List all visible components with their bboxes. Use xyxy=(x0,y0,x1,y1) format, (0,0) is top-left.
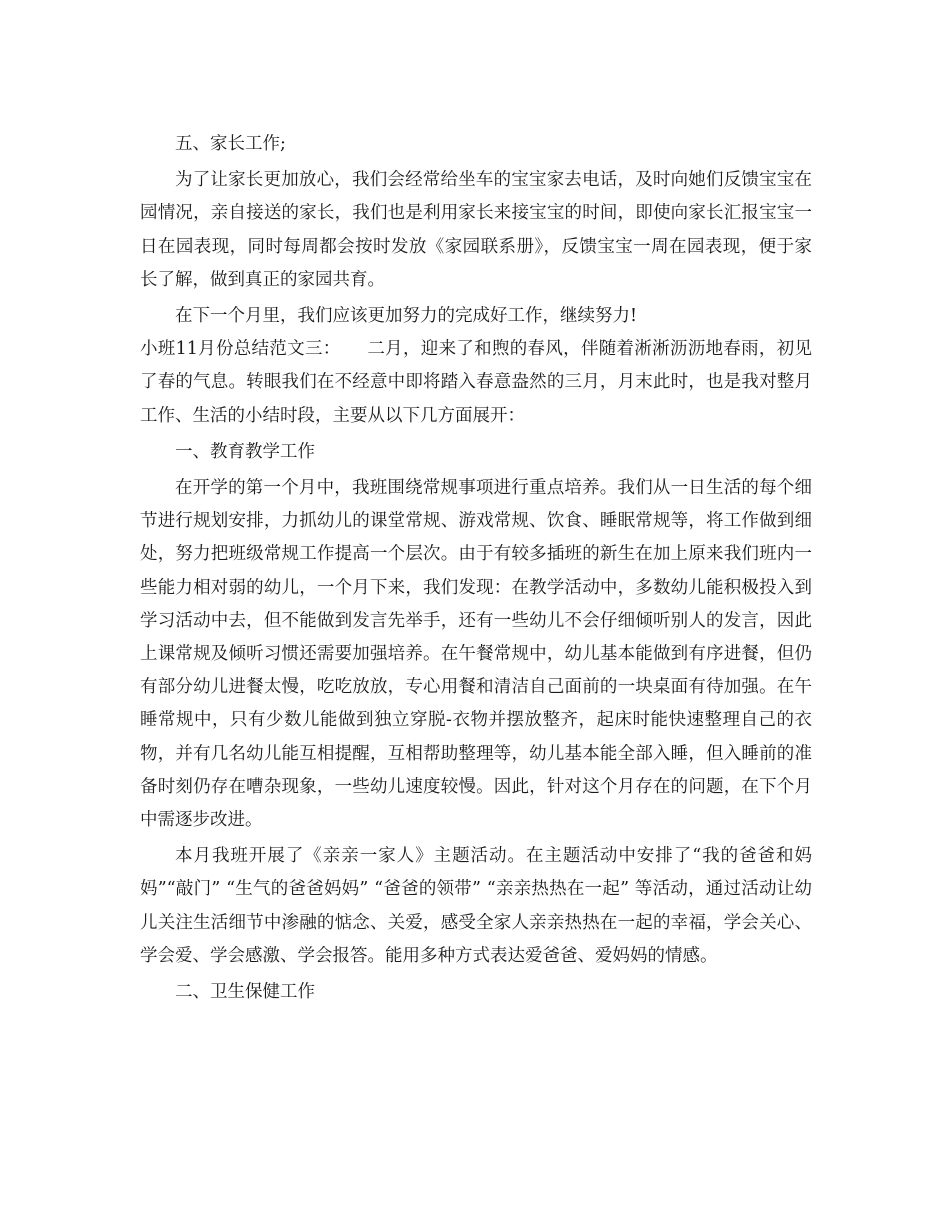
paragraph-parent-work: 为了让家长更加放心，我们会经常给坐车的宝宝家去电话，及时向她们反馈宝宝在园情况，亲自接送的家长，我们也是利用家长来接宝宝的时间，即使向家长汇报宝宝一日在园表现，同时每周都会按时发放《家园联系册》，反馈宝宝一周在园表现，便于家长了解，做到真正的家园共育。 xyxy=(140,170,812,290)
paragraph-health-heading: 二、卫生保健工作 xyxy=(175,982,315,1003)
paragraph-education-body: 在开学的第一个月中，我班围绕常规事项进行重点培养。我们从一日生活的每个细节进行规划安排，力抓幼儿的课堂常规、游戏常规、饮食、睡眠常规等，将工作做到细处，努力把班级常规工作提高一个层次。由于有较多插班的新生在加上原来我们班内一些能力相对弱的幼儿，一个月下来，我们发现：在教学活动中，多数幼儿能积极投入到学习活动中去，但不能做到发言先举手，还有一些幼儿不会仔细倾听别人的发言，因此上课常规及倾听习惯还需要加强培养。在午餐常规中，幼儿基本能做到有序进餐，但仍有部分幼儿进餐太慢，吃吃放放，专心用餐和清洁自己面前的一块桌面有待加强。在午睡常规中，只有少数儿能做到独立穿脱-衣物并摆放整齐，起床时能快速整理自己的衣物，并有几名幼儿能互相提醒，互相帮助整理等，幼儿基本能全部入睡，但入睡前的准备时刻仍存在嘈杂现象，一些幼儿速度较慢。因此，针对这个月存在的问题，在下个月中需逐步改进。 xyxy=(140,478,812,831)
paragraph-parent-work-heading: 五、家长工作; xyxy=(175,134,286,154)
document-body xyxy=(140,128,812,1009)
paragraph-theme-activity: 本月我班开展了《亲亲一家人》主题活动。在主题活动中安排了“我的爸爸和妈妈”“敲门” “生气的爸爸妈妈” “爸爸的领带” “亲亲热热在一起” 等活动，通过活动让幼儿关注生活细节中渗融的惦念、关爱，感受全家人亲亲热热在一起的幸福，学会关心、学会爱、学会感激、学会报答。能用多种方式表达爱爸爸、爱妈妈的情感。 xyxy=(140,846,812,966)
paragraph-next-month: 在下一个月里，我们应该更加努力的完成好工作，继续努力! xyxy=(175,306,638,327)
paragraph-summary-intro: 小班11月份总结范文三： 二月，迎来了和煦的春风，伴随着淅淅沥沥地春雨，初见了春的气息。转眼我们在不经意中即将踏入春意盎然的三月，月末此时，也是我对整月工作、生活的小结时段，主要从以下几方面展开： xyxy=(140,339,812,426)
paragraph-education-heading: 一、教育教学工作 xyxy=(175,441,315,462)
